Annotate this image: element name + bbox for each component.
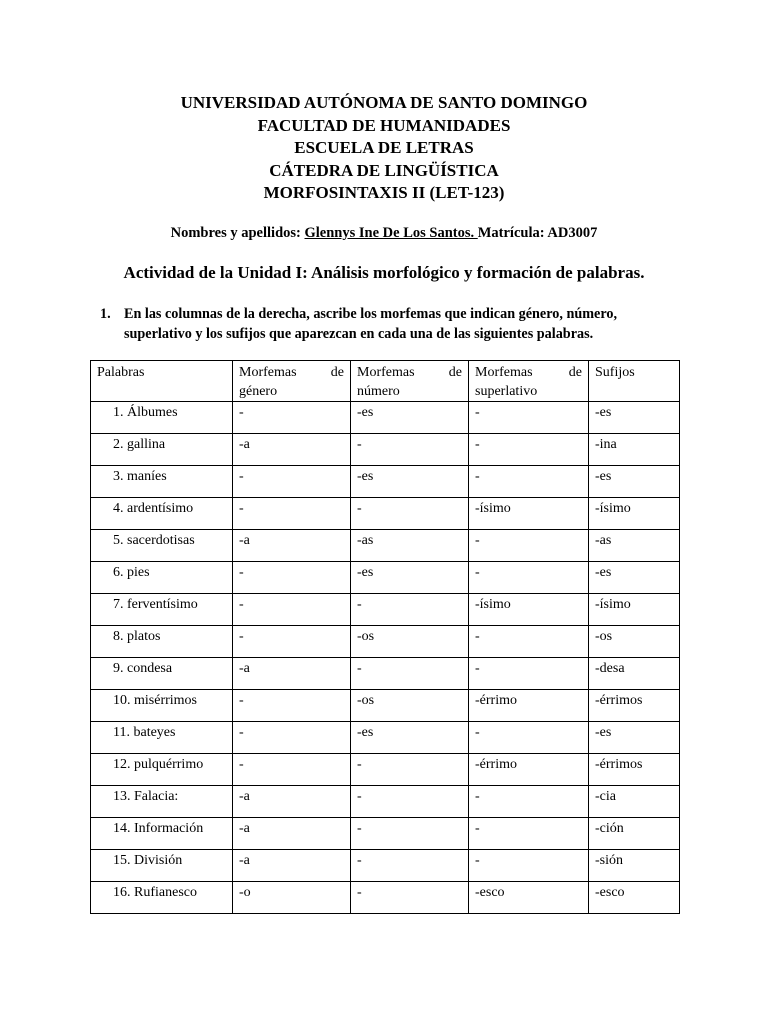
suffix-cell: -as	[589, 530, 680, 562]
gender-cell: -a	[233, 786, 351, 818]
document-header	[0, 92, 768, 205]
word-cell: 12. pulquérrimo	[91, 754, 233, 786]
table-row	[91, 850, 680, 882]
superlative-cell: -esco	[469, 882, 589, 914]
superlative-cell: -	[469, 850, 589, 882]
number-cell: -es	[351, 562, 469, 594]
table-row	[91, 658, 680, 690]
superlative-cell: -	[469, 562, 589, 594]
superlative-cell: -	[469, 786, 589, 818]
number-cell: -	[351, 882, 469, 914]
word-cell: 1. Álbumes	[91, 402, 233, 434]
gender-cell: -	[233, 754, 351, 786]
student-id-value: AD3007	[547, 225, 598, 241]
table-row	[91, 498, 680, 530]
table-body	[91, 402, 680, 914]
number-cell: -	[351, 786, 469, 818]
superlative-cell: -érrimo	[469, 690, 589, 722]
header-words: Palabras	[91, 361, 233, 402]
superlative-cell: -	[469, 626, 589, 658]
suffix-cell: -es	[589, 466, 680, 498]
number-cell: -	[351, 850, 469, 882]
word-cell: 9. condesa	[91, 658, 233, 690]
number-cell: -	[351, 594, 469, 626]
suffix-cell: -es	[589, 402, 680, 434]
table-row	[91, 786, 680, 818]
word-cell: 2. gallina	[91, 434, 233, 466]
word-cell: 11. bateyes	[91, 722, 233, 754]
header-number: Morfemas de número	[351, 361, 469, 402]
suffix-cell: -desa	[589, 658, 680, 690]
word-cell: 15. División	[91, 850, 233, 882]
table-row	[91, 626, 680, 658]
gender-cell: -o	[233, 882, 351, 914]
number-cell: -	[351, 754, 469, 786]
instruction	[100, 305, 670, 344]
table-row	[91, 882, 680, 914]
suffix-cell: -cia	[589, 786, 680, 818]
course-name: MORFOSINTAXIS II (LET-123)	[263, 183, 505, 202]
superlative-cell: -	[469, 530, 589, 562]
number-cell: -	[351, 434, 469, 466]
suffix-cell: -ina	[589, 434, 680, 466]
table-row	[91, 818, 680, 850]
gender-cell: -	[233, 690, 351, 722]
gender-cell: -	[233, 722, 351, 754]
table-row	[91, 722, 680, 754]
university-name: UNIVERSIDAD AUTÓNOMA DE SANTO DOMINGO	[180, 93, 588, 112]
gender-cell: -	[233, 498, 351, 530]
table-row	[91, 402, 680, 434]
superlative-cell: -ísimo	[469, 594, 589, 626]
header-superlative: Morfemas de superlativo	[469, 361, 589, 402]
superlative-cell: -	[469, 818, 589, 850]
word-cell: 4. ardentísimo	[91, 498, 233, 530]
number-cell: -os	[351, 690, 469, 722]
word-cell: 16. Rufianesco	[91, 882, 233, 914]
superlative-cell: -	[469, 466, 589, 498]
word-cell: 10. misérrimos	[91, 690, 233, 722]
student-info	[0, 225, 768, 242]
number-cell: -	[351, 818, 469, 850]
table-row	[91, 690, 680, 722]
superlative-cell: -	[469, 658, 589, 690]
gender-cell: -a	[233, 434, 351, 466]
number-cell: -os	[351, 626, 469, 658]
gender-cell: -	[233, 626, 351, 658]
number-cell: -	[351, 498, 469, 530]
school-name: ESCUELA DE LETRAS	[294, 138, 474, 157]
student-name-label: Nombres y apellidos:	[170, 225, 301, 241]
instruction-number: 1.	[100, 306, 111, 322]
table-row	[91, 466, 680, 498]
student-id-label: Matrícula:	[477, 225, 545, 241]
activity-title: Actividad de la Unidad I: Análisis morfológico y formación de palabras.	[123, 263, 645, 282]
suffix-cell: -sión	[589, 850, 680, 882]
gender-cell: -	[233, 402, 351, 434]
word-cell: 6. pies	[91, 562, 233, 594]
suffix-cell: -ísimo	[589, 594, 680, 626]
header-suffixes: Sufijos	[589, 361, 680, 402]
number-cell: -	[351, 658, 469, 690]
suffix-cell: -érrimos	[589, 690, 680, 722]
student-name-value: Glennys Ine De Los Santos.	[304, 225, 478, 241]
number-cell: -as	[351, 530, 469, 562]
number-cell: -es	[351, 402, 469, 434]
suffix-cell: -os	[589, 626, 680, 658]
table-row	[91, 562, 680, 594]
gender-cell: -	[233, 594, 351, 626]
table-row	[91, 594, 680, 626]
suffix-cell: -ísimo	[589, 498, 680, 530]
suffix-cell: -érrimos	[589, 754, 680, 786]
number-cell: -es	[351, 466, 469, 498]
header-gender: Morfemas de género	[233, 361, 351, 402]
gender-cell: -a	[233, 818, 351, 850]
word-cell: 7. ferventísimo	[91, 594, 233, 626]
suffix-cell: -es	[589, 562, 680, 594]
gender-cell: -a	[233, 658, 351, 690]
gender-cell: -a	[233, 530, 351, 562]
table-row	[91, 434, 680, 466]
instruction-text: En las columnas de la derecha, ascribe los morfemas que indican género, número, superlativo y los sufijos que aparezcan en cada una de las siguientes palabras.	[124, 306, 618, 342]
word-cell: 3. maníes	[91, 466, 233, 498]
word-cell: 5. sacerdotisas	[91, 530, 233, 562]
word-cell: 14. Información	[91, 818, 233, 850]
superlative-cell: -	[469, 722, 589, 754]
table-row	[91, 530, 680, 562]
faculty-name: FACULTAD DE HUMANIDADES	[257, 115, 511, 135]
word-cell: 8. platos	[91, 626, 233, 658]
gender-cell: -	[233, 466, 351, 498]
morpheme-table	[90, 360, 680, 914]
suffix-cell: -esco	[589, 882, 680, 914]
suffix-cell: -es	[589, 722, 680, 754]
gender-cell: -	[233, 562, 351, 594]
department-name: CÁTEDRA DE LINGÜÍSTICA	[269, 160, 499, 180]
superlative-cell: -	[469, 402, 589, 434]
table-row	[91, 754, 680, 786]
word-cell: 13. Falacia:	[91, 786, 233, 818]
number-cell: -es	[351, 722, 469, 754]
table-header-row	[91, 361, 680, 402]
superlative-cell: -érrimo	[469, 754, 589, 786]
gender-cell: -a	[233, 850, 351, 882]
suffix-cell: -ción	[589, 818, 680, 850]
superlative-cell: -ísimo	[469, 498, 589, 530]
superlative-cell: -	[469, 434, 589, 466]
